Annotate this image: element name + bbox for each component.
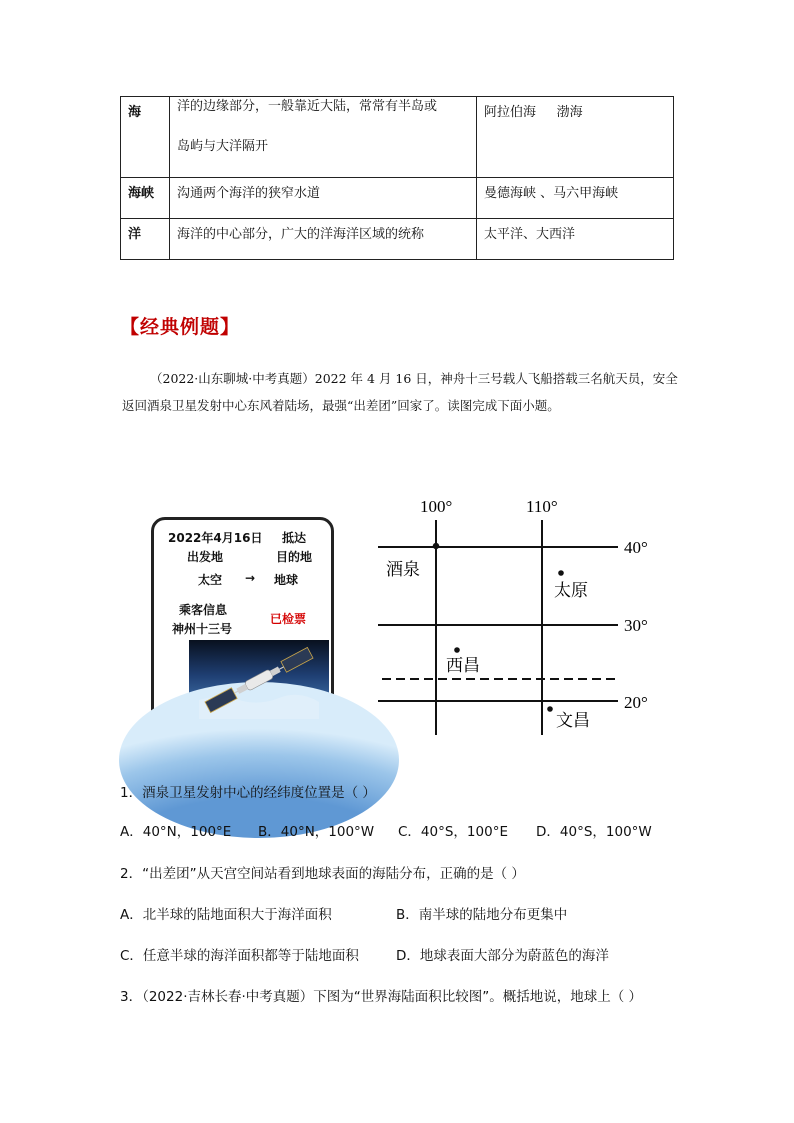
city-label: 西昌 <box>446 656 480 676</box>
city-label: 酒泉 <box>386 560 420 580</box>
q2-option-d[interactable]: D．地球表面大部分为蔚蓝色的海洋 <box>396 948 609 964</box>
q2-option-c[interactable]: C．任意半球的海洋面积都等于陆地面积 <box>120 948 359 964</box>
question-2-stem: 2．“出差团”从天宫空间站看到地球表面的海陆分布，正确的是（ ） <box>120 866 525 882</box>
ticket-passenger: 神州十三号 <box>172 622 233 636</box>
desc-line: 洋的边缘部分，一般靠近大陆，常常有半岛或 <box>177 99 438 114</box>
lat-label: 20° <box>624 693 648 712</box>
arrow-icon: → <box>245 571 256 585</box>
term-cell: 海峡 <box>121 178 170 219</box>
question-3-stem: 3．（2022·吉林长春·中考真题）下图为“世界海陆面积比较图”。概括地说，地球上（ ） <box>120 989 643 1005</box>
boarding-ticket <box>151 517 334 727</box>
city-dot <box>558 570 564 576</box>
ticket-depart-label: 出发地 <box>187 550 224 564</box>
ticket-destination: 地球 <box>274 573 299 587</box>
desc-line: 岛屿与大洋隔开 <box>177 139 269 154</box>
ticket-status: 已检票 <box>270 612 307 626</box>
space-station-image <box>189 640 329 719</box>
ticket-arrive-label: 抵达 <box>282 531 307 545</box>
question-1-stem: 1．酒泉卫星发射中心的经纬度位置是（ ） <box>120 785 376 801</box>
q1-option-c[interactable]: C．40°S，100°E <box>398 824 508 840</box>
q1-option-d[interactable]: D．40°S，100°W <box>536 824 652 840</box>
example-cell: 阿拉伯海 渤海 <box>477 97 674 178</box>
question-intro: （2022·山东聊城·中考真题）2022 年 4 月 16 日，神舟十三号载人飞船搭载三名航天员，安全返回酒泉卫星发射中心东风着陆场，最强“出差团”回家了。读图完成下面小题。 <box>122 371 678 413</box>
lat-lon-map <box>378 490 648 740</box>
desc-cell: 沟通两个海洋的狭窄水道 <box>170 178 477 219</box>
ticket-dest-label: 目的地 <box>276 550 313 564</box>
q1-option-a[interactable]: A．40°N，100°E <box>120 824 232 840</box>
space-station-photo <box>189 640 329 719</box>
table-row <box>121 219 674 260</box>
ticket-passenger-label: 乘客信息 <box>179 603 228 617</box>
city-label: 文昌 <box>556 711 590 731</box>
example-cell: 太平洋、大西洋 <box>477 219 674 260</box>
q1-option-b[interactable]: B．40°N，100°W <box>258 824 375 840</box>
city-dot <box>433 543 439 549</box>
lon-label: 110° <box>526 497 558 516</box>
definition-table <box>120 96 674 260</box>
q2-option-b[interactable]: B．南半球的陆地分布更集中 <box>396 907 568 923</box>
desc-cell: 海洋的中心部分，广大的洋海洋区域的统称 <box>170 219 477 260</box>
table-row <box>121 97 674 178</box>
q2-option-a[interactable]: A．北半球的陆地面积大于海洋面积 <box>120 907 332 923</box>
city-dot <box>454 647 460 653</box>
ticket-date: 2022年4月16日 <box>168 531 263 545</box>
city-dot <box>547 706 553 712</box>
example-cell: 曼德海峡 、马六甲海峡 <box>477 178 674 219</box>
lat-label: 40° <box>624 538 648 557</box>
section-title: 【经典例题】 <box>120 316 241 338</box>
term-cell: 海 <box>121 97 170 178</box>
desc-cell <box>170 97 477 178</box>
ticket-origin: 太空 <box>198 573 223 587</box>
lat-label: 30° <box>624 616 648 635</box>
lon-label: 100° <box>420 497 453 516</box>
term-cell: 洋 <box>121 219 170 260</box>
table-row <box>121 178 674 219</box>
city-label: 太原 <box>554 581 588 601</box>
